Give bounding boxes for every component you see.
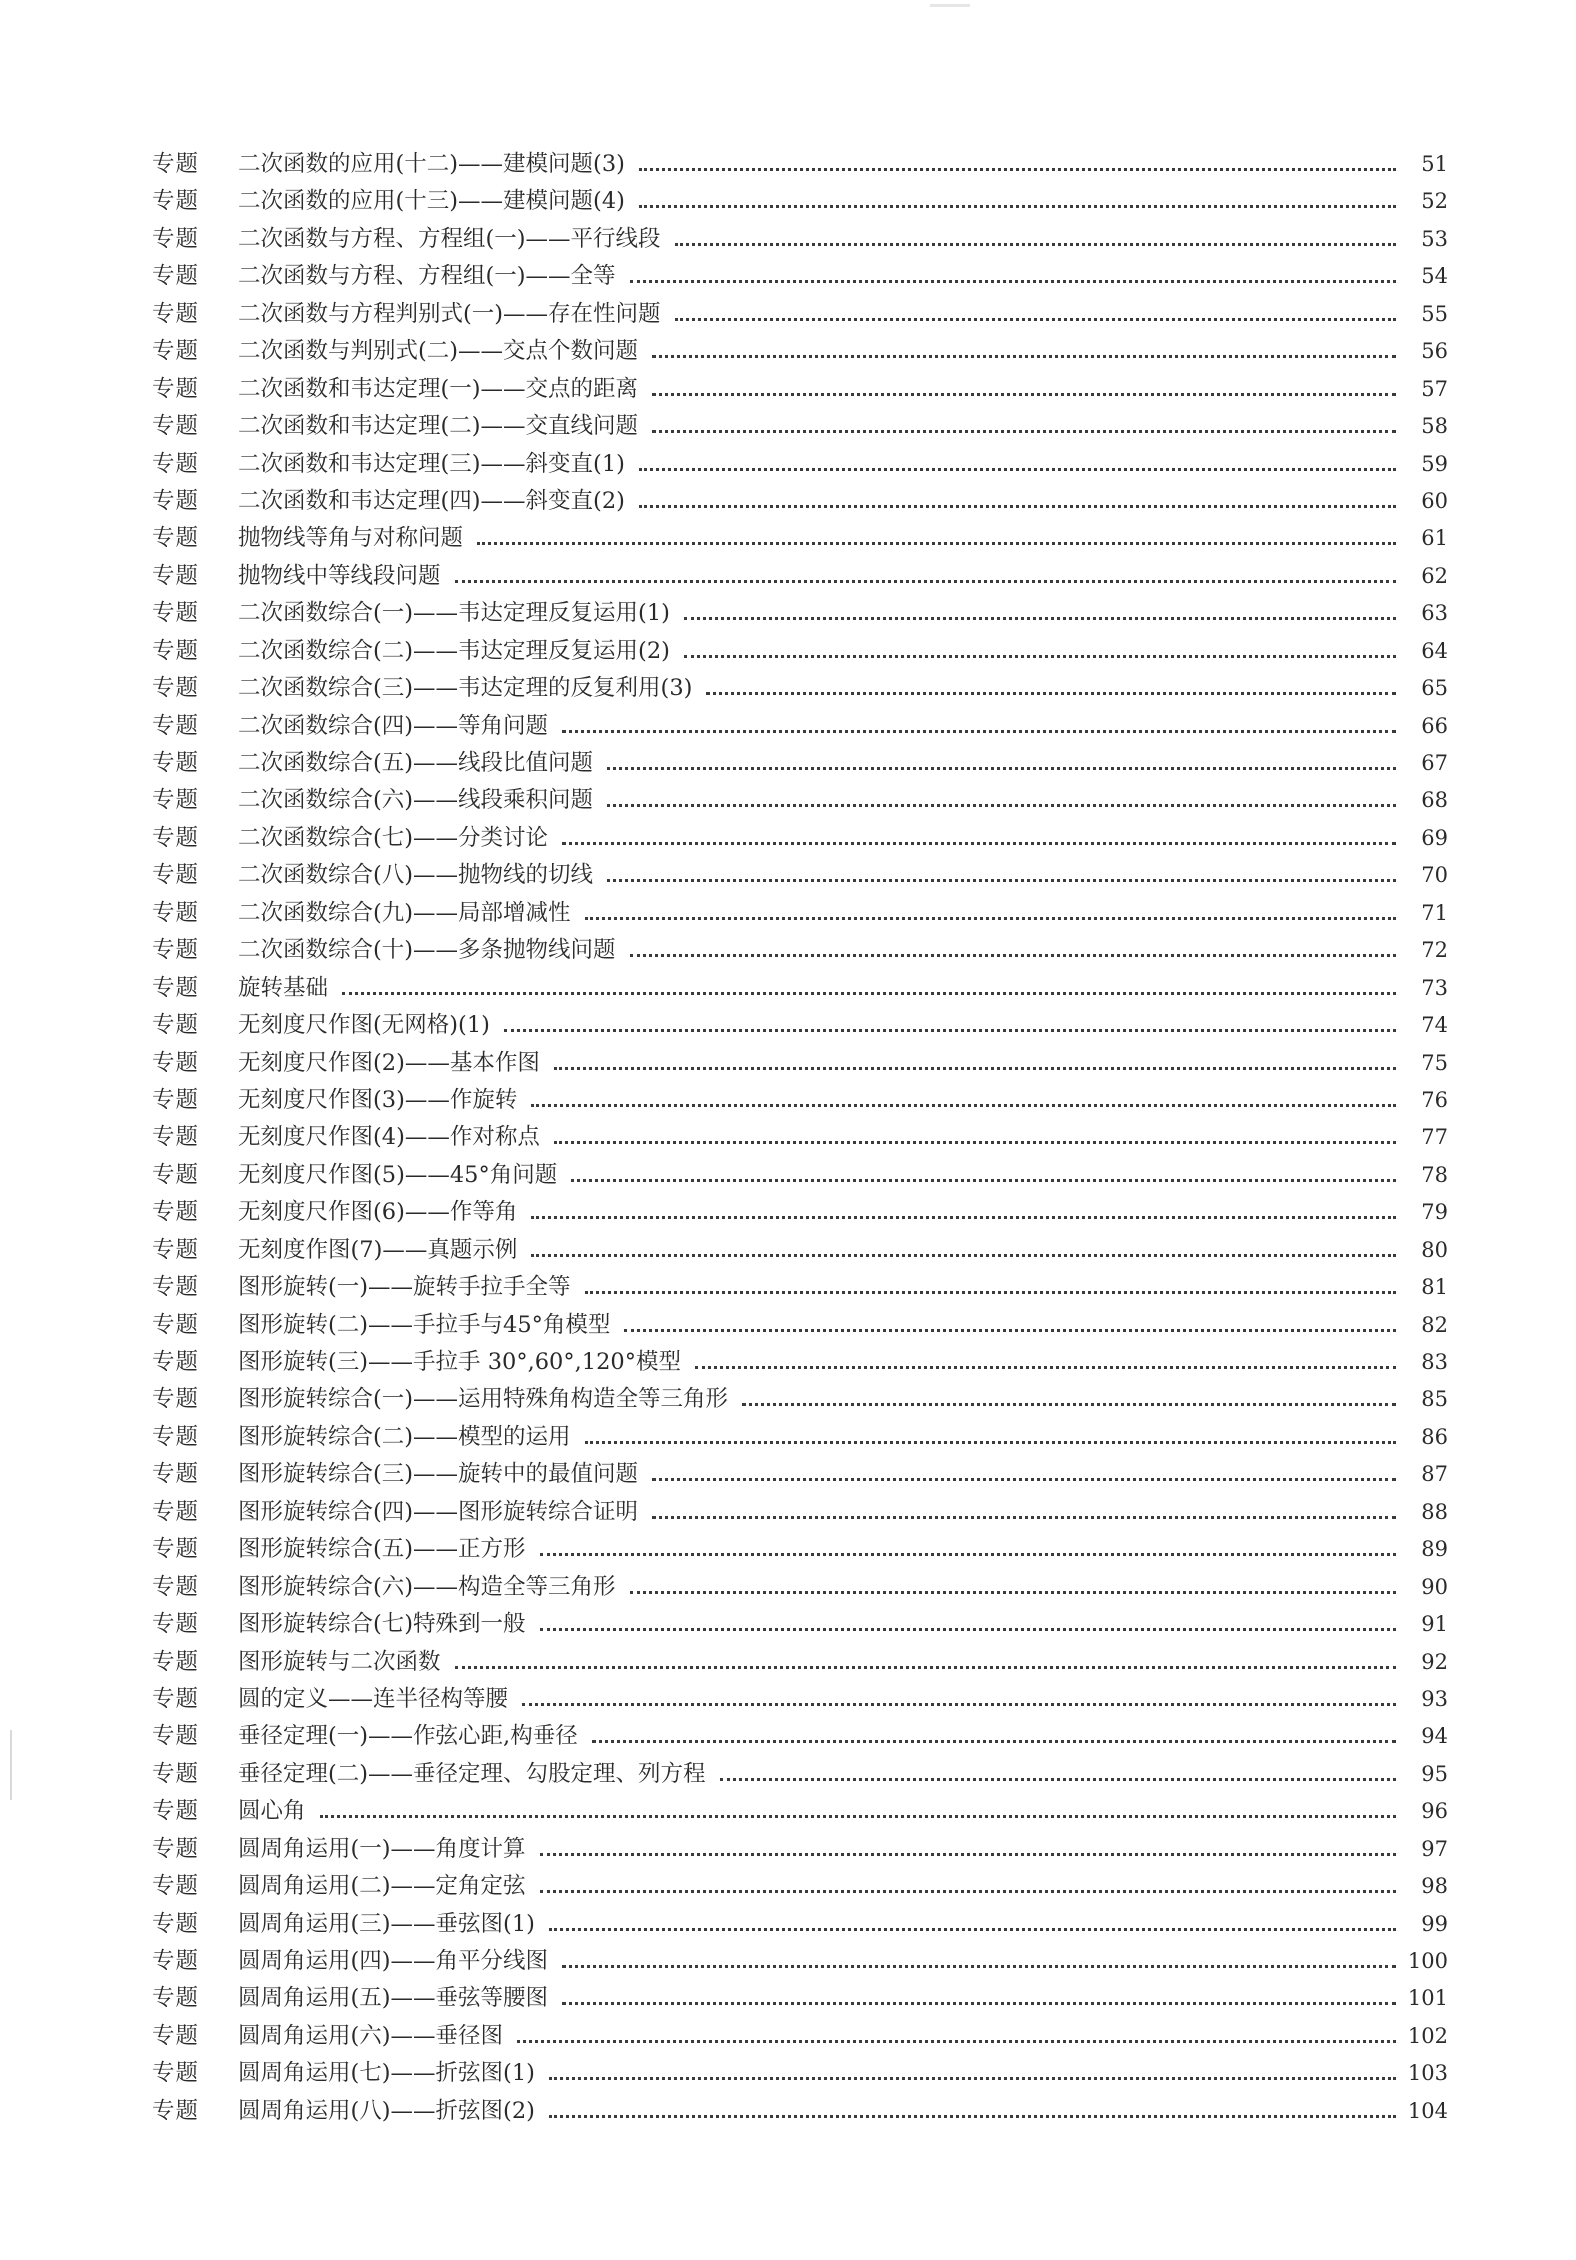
toc-entry[interactable] xyxy=(152,146,1448,183)
toc-entry[interactable] xyxy=(152,932,1448,969)
toc-entry-label: 专题 xyxy=(152,787,200,814)
toc-leader-dots xyxy=(585,1419,1400,1456)
toc-entry-title: 二次函数综合(二)——韦达定理反复运用(2) xyxy=(238,637,670,664)
toc-entry[interactable] xyxy=(152,1718,1448,1755)
toc-leader-dots xyxy=(630,1569,1400,1606)
toc-entry-title: 圆周角运用(七)——折弦图(1) xyxy=(238,2060,535,2087)
toc-entry-title: 无刻度尺作图(2)——基本作图 xyxy=(238,1049,540,1076)
toc-leader-dots xyxy=(639,483,1400,520)
toc-entry-title: 无刻度作图(7)——真题示例 xyxy=(238,1236,518,1263)
toc-entry-page-number: 98 xyxy=(1421,1874,1448,1899)
toc-leader-dots xyxy=(706,670,1400,707)
toc-entry-label: 专题 xyxy=(152,1311,200,1338)
toc-entry-page-number: 101 xyxy=(1407,1986,1448,2011)
toc-entry-label: 专题 xyxy=(152,1498,200,1525)
toc-entry-page-number: 97 xyxy=(1421,1836,1448,1861)
toc-entry-label: 专题 xyxy=(152,2022,200,2049)
toc-entry-title: 二次函数的应用(十二)——建模问题(3) xyxy=(238,151,625,177)
toc-entry[interactable] xyxy=(152,670,1448,707)
toc-leader-dots xyxy=(675,296,1400,333)
toc-entry-label: 专题 xyxy=(152,225,200,252)
scan-top-mark xyxy=(930,4,970,7)
toc-entry[interactable] xyxy=(152,595,1448,632)
toc-entry-label: 专题 xyxy=(152,300,200,327)
toc-entry-label: 专题 xyxy=(152,151,200,177)
toc-entry-title: 图形旋转综合(一)——运用特殊角构造全等三角形 xyxy=(238,1386,729,1413)
toc-entry[interactable] xyxy=(152,1906,1448,1943)
toc-entry[interactable] xyxy=(152,1157,1448,1194)
toc-entry[interactable] xyxy=(152,1980,1448,2017)
toc-entry-page-number: 65 xyxy=(1421,676,1448,701)
toc-entry-title: 二次函数与方程、方程组(一)——全等 xyxy=(238,263,616,290)
toc-entry-label: 专题 xyxy=(152,750,200,776)
toc-entry-page-number: 59 xyxy=(1421,451,1448,476)
toc-entry-page-number: 104 xyxy=(1407,2098,1448,2123)
toc-entry-label: 专题 xyxy=(152,1199,200,1226)
toc-entry-title: 图形旋转综合(五)——正方形 xyxy=(238,1536,526,1563)
toc-entry-title: 图形旋转综合(六)——构造全等三角形 xyxy=(238,1573,616,1600)
toc-leader-dots xyxy=(624,1307,1400,1344)
toc-entry-title: 圆的定义——连半径构等腰 xyxy=(238,1685,509,1712)
toc-entry-title: 图形旋转综合(二)——模型的运用 xyxy=(238,1423,571,1450)
toc-leader-dots xyxy=(585,1269,1400,1306)
toc-entry-title: 二次函数综合(六)——线段乘积问题 xyxy=(238,787,594,814)
toc-entry-page-number: 55 xyxy=(1421,301,1448,326)
toc-entry-label: 专题 xyxy=(152,1086,200,1113)
toc-entry-label: 专题 xyxy=(152,525,200,552)
toc-entry[interactable] xyxy=(152,970,1448,1007)
toc-entry-label: 专题 xyxy=(152,899,200,926)
toc-leader-dots xyxy=(571,1157,1400,1194)
toc-entry-page-number: 73 xyxy=(1421,975,1448,1000)
toc-entry[interactable] xyxy=(152,1531,1448,1568)
toc-entry-label: 专题 xyxy=(152,1423,200,1450)
toc-entry-page-number: 82 xyxy=(1421,1312,1448,1337)
toc-leader-dots xyxy=(477,520,1400,557)
toc-entry[interactable] xyxy=(152,1756,1448,1793)
toc-leader-dots xyxy=(549,2055,1400,2092)
toc-leader-dots xyxy=(639,446,1400,483)
toc-entry[interactable] xyxy=(152,520,1448,557)
toc-leader-dots xyxy=(720,1756,1400,1793)
toc-entry[interactable] xyxy=(152,1569,1448,1606)
toc-entry-label: 专题 xyxy=(152,1124,200,1151)
toc-entry[interactable] xyxy=(152,857,1448,894)
toc-leader-dots xyxy=(517,2018,1400,2055)
toc-entry[interactable] xyxy=(152,820,1448,857)
toc-entry-label: 专题 xyxy=(152,1723,200,1750)
toc-entry-label: 专题 xyxy=(152,974,200,1001)
toc-entry-label: 专题 xyxy=(152,712,200,739)
toc-entry[interactable] xyxy=(152,2018,1448,2055)
toc-leader-dots xyxy=(554,1119,1400,1156)
toc-entry-label: 专题 xyxy=(152,1349,200,1375)
toc-entry-page-number: 69 xyxy=(1421,825,1448,850)
toc-entry-page-number: 76 xyxy=(1421,1087,1448,1112)
toc-entry-title: 二次函数与判别式(二)——交点个数问题 xyxy=(238,338,639,365)
toc-entry[interactable] xyxy=(152,1831,1448,1868)
toc-entry-title: 二次函数和韦达定理(二)——交直线问题 xyxy=(238,413,639,440)
toc-entry[interactable] xyxy=(152,1119,1448,1156)
toc-leader-dots xyxy=(320,1793,1400,1830)
toc-entry-label: 专题 xyxy=(152,1835,200,1862)
toc-entry[interactable] xyxy=(152,1868,1448,1905)
toc-leader-dots xyxy=(695,1344,1400,1381)
toc-entry-page-number: 57 xyxy=(1421,376,1448,401)
toc-entry-label: 专题 xyxy=(152,1536,200,1563)
toc-entry[interactable] xyxy=(152,221,1448,258)
toc-entry-title: 无刻度尺作图(5)——45°角问题 xyxy=(238,1161,558,1188)
toc-entry-title: 二次函数综合(九)——局部增减性 xyxy=(238,899,571,926)
toc-entry[interactable] xyxy=(152,1793,1448,1830)
toc-entry-title: 二次函数综合(五)——线段比值问题 xyxy=(238,750,594,776)
toc-entry-page-number: 75 xyxy=(1421,1050,1448,1075)
toc-entry-title: 二次函数与方程判别式(一)——存在性问题 xyxy=(238,300,661,327)
toc-entry-page-number: 70 xyxy=(1421,863,1448,888)
toc-entry-title: 图形旋转(一)——旋转手拉手全等 xyxy=(238,1274,571,1301)
toc-entry[interactable] xyxy=(152,895,1448,932)
toc-entry[interactable] xyxy=(152,296,1448,333)
toc-entry[interactable] xyxy=(152,1045,1448,1082)
toc-entry[interactable] xyxy=(152,1381,1448,1418)
toc-entry-title: 二次函数综合(七)——分类讨论 xyxy=(238,824,549,851)
toc-entry[interactable] xyxy=(152,558,1448,595)
toc-entry-page-number: 74 xyxy=(1421,1013,1448,1038)
toc-entry-title: 圆周角运用(一)——角度计算 xyxy=(238,1835,526,1862)
toc-leader-dots xyxy=(742,1381,1400,1418)
toc-leader-dots xyxy=(531,1232,1400,1269)
scan-edge-mark xyxy=(10,1730,12,1800)
toc-entry-label: 专题 xyxy=(152,1012,200,1039)
toc-entry-title: 无刻度尺作图(无网格)(1) xyxy=(238,1012,490,1039)
toc-entry-label: 专题 xyxy=(152,862,200,889)
toc-entry[interactable] xyxy=(152,1007,1448,1044)
toc-entry-label: 专题 xyxy=(152,1873,200,1900)
toc-leader-dots xyxy=(652,1456,1400,1493)
toc-leader-dots xyxy=(504,1007,1400,1044)
toc-entry-label: 专题 xyxy=(152,188,200,215)
toc-entry-title: 图形旋转综合(四)——图形旋转综合证明 xyxy=(238,1498,639,1525)
toc-entry-page-number: 71 xyxy=(1421,900,1448,925)
toc-entry-label: 专题 xyxy=(152,1685,200,1712)
toc-entry-title: 圆周角运用(八)——折弦图(2) xyxy=(238,2097,535,2124)
toc-leader-dots xyxy=(562,1943,1400,1980)
toc-entry-title: 无刻度尺作图(3)——作旋转 xyxy=(238,1086,518,1113)
toc-entry-label: 专题 xyxy=(152,1161,200,1188)
toc-leader-dots xyxy=(684,595,1400,632)
toc-entry-page-number: 52 xyxy=(1421,189,1448,214)
toc-entry[interactable] xyxy=(152,708,1448,745)
toc-leader-dots xyxy=(540,1831,1400,1868)
toc-entry-title: 图形旋转(三)——手拉手 30°,60°,120°模型 xyxy=(238,1349,681,1375)
toc-entry[interactable] xyxy=(152,408,1448,445)
table-of-contents xyxy=(152,146,1448,2130)
toc-entry-label: 专题 xyxy=(152,675,200,702)
toc-entry-title: 二次函数和韦达定理(三)——斜变直(1) xyxy=(238,450,625,477)
toc-entry[interactable] xyxy=(152,258,1448,295)
toc-entry-title: 图形旋转(二)——手拉手与45°角模型 xyxy=(238,1311,611,1338)
toc-entry-label: 专题 xyxy=(152,1573,200,1600)
toc-entry-page-number: 95 xyxy=(1421,1761,1448,1786)
toc-leader-dots xyxy=(531,1194,1400,1231)
toc-entry-title: 二次函数与方程、方程组(一)——平行线段 xyxy=(238,225,661,252)
toc-entry-label: 专题 xyxy=(152,1274,200,1301)
toc-entry-page-number: 87 xyxy=(1421,1462,1448,1487)
toc-entry-page-number: 92 xyxy=(1421,1649,1448,1674)
toc-leader-dots xyxy=(684,633,1400,670)
toc-entry-title: 旋转基础 xyxy=(238,974,329,1001)
toc-entry-label: 专题 xyxy=(152,637,200,664)
toc-entry-title: 二次函数的应用(十三)——建模问题(4) xyxy=(238,188,625,215)
toc-leader-dots xyxy=(652,371,1400,408)
toc-entry[interactable] xyxy=(152,1082,1448,1119)
toc-entry[interactable] xyxy=(152,183,1448,220)
toc-entry-page-number: 93 xyxy=(1421,1686,1448,1711)
toc-leader-dots xyxy=(607,745,1400,782)
toc-entry-title: 图形旋转综合(三)——旋转中的最值问题 xyxy=(238,1461,639,1488)
toc-leader-dots xyxy=(540,1868,1400,1905)
toc-entry-label: 专题 xyxy=(152,1386,200,1413)
toc-entry[interactable] xyxy=(152,1606,1448,1643)
toc-entry-label: 专题 xyxy=(152,1760,200,1787)
toc-entry[interactable] xyxy=(152,1344,1448,1381)
toc-leader-dots xyxy=(592,1718,1400,1755)
toc-entry-page-number: 72 xyxy=(1421,938,1448,963)
toc-entry-page-number: 103 xyxy=(1407,2061,1448,2086)
toc-leader-dots xyxy=(455,1644,1400,1681)
toc-entry[interactable] xyxy=(152,1681,1448,1718)
toc-entry-title: 图形旋转与二次函数 xyxy=(238,1648,441,1675)
toc-entry-label: 专题 xyxy=(152,1948,200,1974)
toc-leader-dots xyxy=(585,895,1400,932)
toc-entry-page-number: 91 xyxy=(1421,1612,1448,1637)
toc-entry[interactable] xyxy=(152,2055,1448,2092)
toc-entry-label: 专题 xyxy=(152,263,200,290)
toc-entry-page-number: 102 xyxy=(1407,2023,1448,2048)
toc-entry-page-number: 67 xyxy=(1421,751,1448,775)
toc-entry-page-number: 86 xyxy=(1421,1424,1448,1449)
toc-entry[interactable] xyxy=(152,1644,1448,1681)
toc-entry-label: 专题 xyxy=(152,600,200,627)
toc-entry[interactable] xyxy=(152,1494,1448,1531)
toc-entry-page-number: 51 xyxy=(1421,152,1448,176)
toc-entry-title: 无刻度尺作图(4)——作对称点 xyxy=(238,1124,540,1151)
toc-leader-dots xyxy=(540,1606,1400,1643)
toc-entry-label: 专题 xyxy=(152,1985,200,2012)
toc-entry-title: 二次函数和韦达定理(一)——交点的距离 xyxy=(238,375,639,402)
toc-entry-page-number: 94 xyxy=(1421,1724,1448,1749)
toc-entry-title: 二次函数和韦达定理(四)——斜变直(2) xyxy=(238,487,625,514)
toc-leader-dots xyxy=(639,146,1400,183)
toc-entry-label: 专题 xyxy=(152,2060,200,2087)
toc-entry-label: 专题 xyxy=(152,413,200,440)
toc-entry-title: 垂径定理(一)——作弦心距,构垂径 xyxy=(238,1723,578,1750)
toc-entry[interactable] xyxy=(152,2093,1448,2130)
toc-leader-dots xyxy=(607,857,1400,894)
toc-entry-label: 专题 xyxy=(152,1049,200,1076)
toc-entry-page-number: 99 xyxy=(1421,1911,1448,1936)
toc-entry-title: 二次函数综合(三)——韦达定理的反复利用(3) xyxy=(238,675,693,702)
toc-entry-label: 专题 xyxy=(152,450,200,477)
toc-leader-dots xyxy=(630,258,1400,295)
toc-leader-dots xyxy=(455,558,1400,595)
toc-entry-title: 圆周角运用(三)——垂弦图(1) xyxy=(238,1910,535,1937)
toc-entry[interactable] xyxy=(152,1943,1448,1980)
toc-entry-label: 专题 xyxy=(152,487,200,514)
toc-entry-title: 图形旋转综合(七)特殊到一般 xyxy=(238,1611,526,1638)
toc-entry-title: 二次函数综合(八)——抛物线的切线 xyxy=(238,862,594,889)
toc-entry[interactable] xyxy=(152,371,1448,408)
toc-entry-label: 专题 xyxy=(152,1611,200,1638)
toc-entry[interactable] xyxy=(152,1194,1448,1231)
toc-entry[interactable] xyxy=(152,1419,1448,1456)
toc-entry-label: 专题 xyxy=(152,1236,200,1263)
toc-entry-page-number: 88 xyxy=(1421,1499,1448,1524)
toc-leader-dots xyxy=(342,970,1400,1007)
toc-entry-label: 专题 xyxy=(152,375,200,402)
toc-leader-dots xyxy=(522,1681,1400,1718)
toc-entry-page-number: 90 xyxy=(1421,1574,1448,1599)
toc-entry-title: 抛物线中等线段问题 xyxy=(238,562,441,589)
toc-entry-label: 专题 xyxy=(152,1798,200,1825)
toc-entry[interactable] xyxy=(152,633,1448,670)
toc-entry-label: 专题 xyxy=(152,1648,200,1675)
toc-entry[interactable] xyxy=(152,1269,1448,1306)
toc-entry-page-number: 79 xyxy=(1421,1200,1448,1225)
toc-entry-page-number: 68 xyxy=(1421,788,1448,813)
toc-leader-dots xyxy=(549,2093,1400,2130)
toc-entry-label: 专题 xyxy=(152,562,200,589)
toc-entry-title: 圆周角运用(四)——角平分线图 xyxy=(238,1948,549,1974)
toc-entry-page-number: 83 xyxy=(1421,1350,1448,1374)
toc-entry-title: 二次函数综合(一)——韦达定理反复运用(1) xyxy=(238,600,670,627)
toc-entry-page-number: 85 xyxy=(1421,1387,1448,1412)
toc-entry-page-number: 62 xyxy=(1421,563,1448,588)
toc-entry-title: 圆心角 xyxy=(238,1798,306,1825)
toc-entry[interactable] xyxy=(152,1307,1448,1344)
toc-leader-dots xyxy=(554,1045,1400,1082)
toc-entry[interactable] xyxy=(152,1232,1448,1269)
toc-leader-dots xyxy=(562,820,1400,857)
toc-entry-label: 专题 xyxy=(152,824,200,851)
toc-entry-title: 二次函数综合(四)——等角问题 xyxy=(238,712,549,739)
toc-leader-dots xyxy=(652,333,1400,370)
toc-entry-page-number: 64 xyxy=(1421,638,1448,663)
toc-entry-label: 专题 xyxy=(152,2097,200,2124)
toc-leader-dots xyxy=(549,1906,1400,1943)
toc-entry-label: 专题 xyxy=(152,1910,200,1937)
toc-entry-label: 专题 xyxy=(152,937,200,964)
toc-leader-dots xyxy=(562,708,1400,745)
toc-leader-dots xyxy=(639,183,1400,220)
toc-entry-title: 无刻度尺作图(6)——作等角 xyxy=(238,1199,518,1226)
toc-entry[interactable] xyxy=(152,782,1448,819)
toc-leader-dots xyxy=(540,1531,1400,1568)
toc-entry-page-number: 77 xyxy=(1421,1125,1448,1150)
toc-leader-dots xyxy=(652,408,1400,445)
toc-entry-title: 圆周角运用(六)——垂径图 xyxy=(238,2022,504,2049)
toc-entry-title: 圆周角运用(二)——定角定弦 xyxy=(238,1873,526,1900)
toc-leader-dots xyxy=(607,782,1400,819)
toc-entry-page-number: 89 xyxy=(1421,1537,1448,1562)
toc-entry[interactable] xyxy=(152,1456,1448,1493)
toc-leader-dots xyxy=(675,221,1400,258)
toc-entry-page-number: 60 xyxy=(1421,488,1448,513)
toc-entry[interactable] xyxy=(152,483,1448,520)
toc-entry[interactable] xyxy=(152,333,1448,370)
toc-entry-page-number: 54 xyxy=(1421,264,1448,289)
toc-leader-dots xyxy=(562,1980,1400,2017)
toc-entry[interactable] xyxy=(152,446,1448,483)
toc-leader-dots xyxy=(630,932,1400,969)
toc-entry-page-number: 78 xyxy=(1421,1162,1448,1187)
toc-entry-page-number: 100 xyxy=(1407,1949,1448,1973)
toc-entry-title: 圆周角运用(五)——垂弦等腰图 xyxy=(238,1985,549,2012)
toc-entry-page-number: 96 xyxy=(1421,1799,1448,1824)
toc-leader-dots xyxy=(652,1494,1400,1531)
toc-entry[interactable] xyxy=(152,745,1448,782)
toc-entry-label: 专题 xyxy=(152,1461,200,1488)
toc-entry-page-number: 61 xyxy=(1421,526,1448,551)
toc-entry-page-number: 53 xyxy=(1421,226,1448,251)
toc-entry-title: 二次函数综合(十)——多条抛物线问题 xyxy=(238,937,616,964)
toc-entry-title: 垂径定理(二)——垂径定理、勾股定理、列方程 xyxy=(238,1760,706,1787)
toc-entry-title: 抛物线等角与对称问题 xyxy=(238,525,464,552)
toc-entry-page-number: 80 xyxy=(1421,1237,1448,1262)
toc-entry-page-number: 56 xyxy=(1421,339,1448,364)
toc-entry-page-number: 66 xyxy=(1421,713,1448,738)
toc-entry-page-number: 81 xyxy=(1421,1275,1448,1300)
toc-entry-page-number: 58 xyxy=(1421,414,1448,439)
toc-entry-page-number: 63 xyxy=(1421,601,1448,626)
toc-entry-label: 专题 xyxy=(152,338,200,365)
toc-leader-dots xyxy=(531,1082,1400,1119)
